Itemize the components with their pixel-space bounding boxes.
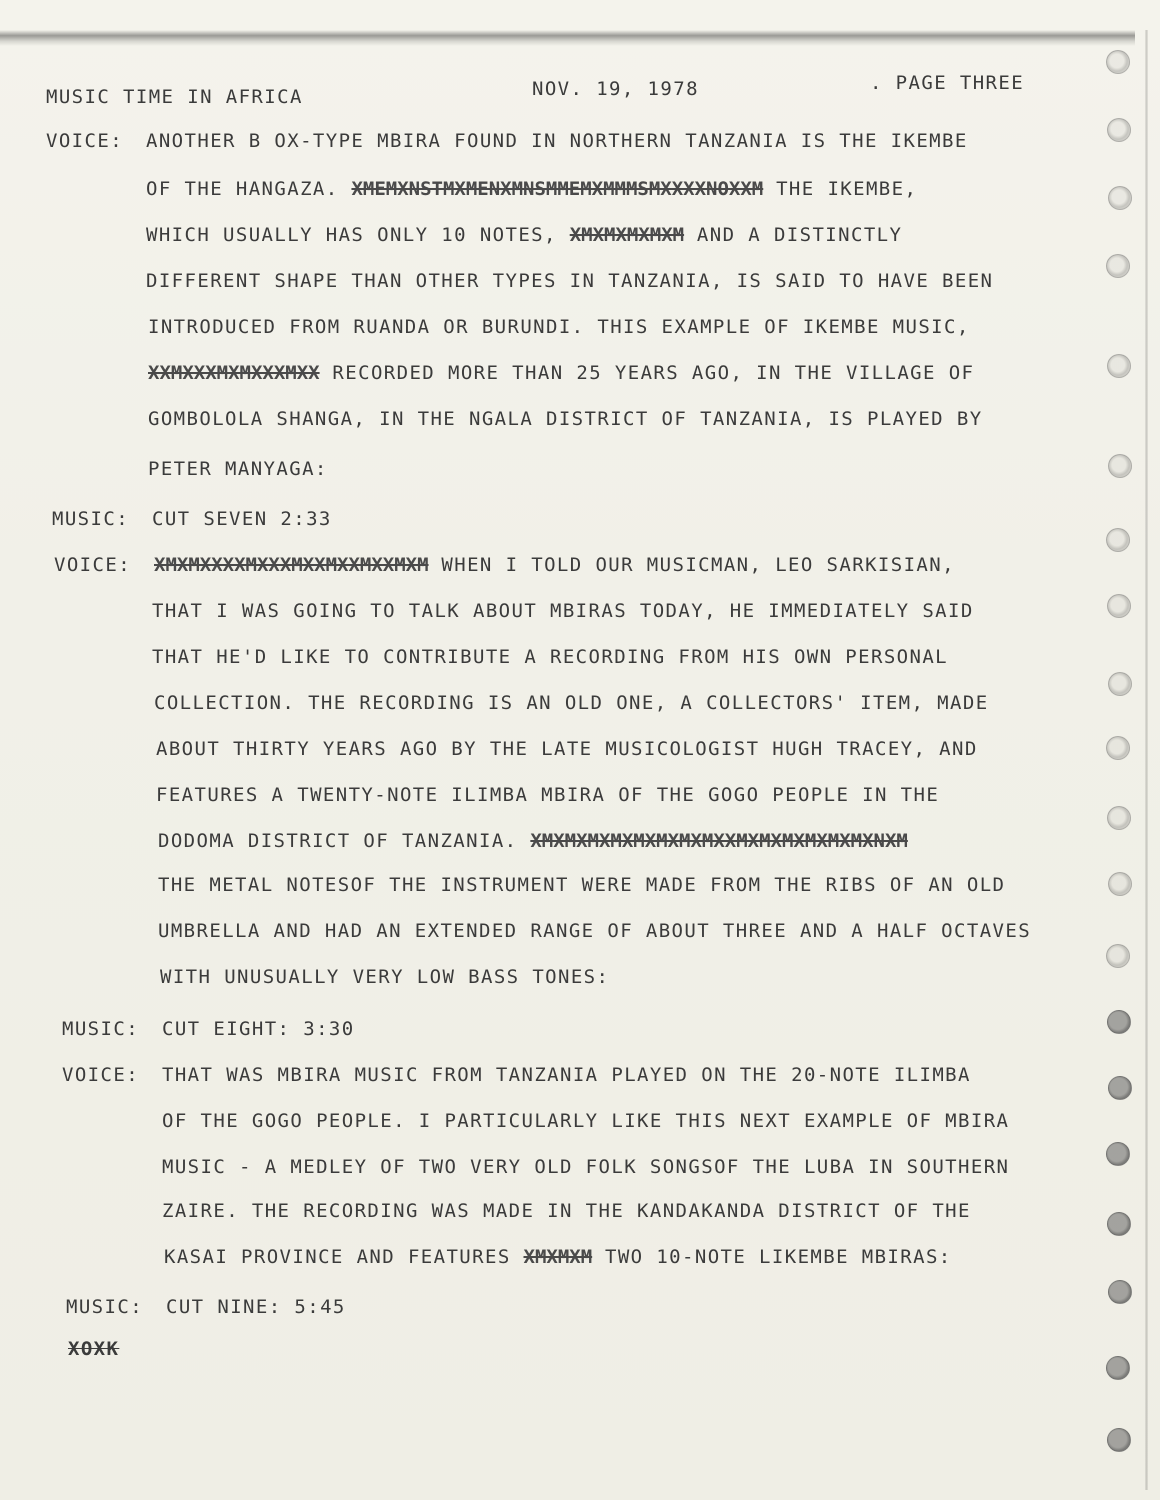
- line-text: PETER MANYAGA:: [148, 458, 328, 480]
- page-number: . PAGE THREE: [870, 72, 1025, 94]
- script-line: [146, 180, 917, 199]
- line-text: CUT EIGHT: 3:30: [162, 1018, 355, 1040]
- script-line: [62, 1066, 971, 1085]
- script-line: [154, 694, 989, 713]
- script-line: [162, 1202, 971, 1221]
- punch-hole: [1106, 944, 1130, 968]
- speaker-label: MUSIC:: [62, 1018, 140, 1040]
- line-text: THAT WAS MBIRA MUSIC FROM TANZANIA PLAYED ON THE 20-NOTE ILIMBA: [162, 1064, 971, 1086]
- line-text: THAT HE'D LIKE TO CONTRIBUTE A RECORDING FROM HIS OWN PERSONAL: [152, 646, 949, 668]
- script-line: [46, 132, 968, 151]
- punch-hole: [1106, 736, 1130, 760]
- script-line: [158, 832, 908, 851]
- script-line: [160, 968, 609, 987]
- struck-text: XMXMXM: [523, 1246, 593, 1268]
- punch-hole: [1107, 1010, 1131, 1034]
- punch-hole: [1107, 1428, 1131, 1452]
- line-text: DODOMA DISTRICT OF TANZANIA.: [158, 830, 531, 852]
- script-line: [146, 272, 993, 291]
- line-text: THE METAL NOTESOF THE INSTRUMENT WERE MADE FROM THE RIBS OF AN OLD: [158, 874, 1006, 896]
- line-text: TWO 10-NOTE LIKEMBE MBIRAS:: [592, 1246, 952, 1268]
- line-text: THE IKEMBE,: [763, 178, 918, 200]
- struck-text: XXMXXXMXMXXXMXX: [148, 362, 320, 384]
- line-text: WHEN I TOLD OUR MUSICMAN, LEO SARKISIAN,: [428, 554, 955, 576]
- script-line: [158, 876, 1005, 895]
- speaker-label: VOICE:: [46, 130, 124, 152]
- script-line: [158, 922, 1031, 941]
- punch-hole: [1108, 872, 1132, 896]
- script-line: [148, 410, 983, 429]
- line-text: DIFFERENT SHAPE THAN OTHER TYPES IN TANZANIA, IS SAID TO HAVE BEEN: [146, 270, 994, 292]
- line-text: AND A DISTINCTLY: [684, 224, 903, 246]
- struck-text: XMEMXNSTMXMENXMNSMMEMXMMMSMXXXXNOXXM: [351, 178, 764, 200]
- line-text: ZAIRE. THE RECORDING WAS MADE IN THE KANDAKANDA DISTRICT OF THE: [162, 1200, 971, 1222]
- line-text: OF THE GOGO PEOPLE. I PARTICULARLY LIKE THIS NEXT EXAMPLE OF MBIRA: [162, 1110, 1010, 1132]
- line-text: MUSIC - A MEDLEY OF TWO VERY OLD FOLK SONGSOF THE LUBA IN SOUTHERN: [162, 1156, 1010, 1178]
- punch-hole: [1106, 528, 1130, 552]
- script-line: [152, 648, 948, 667]
- script-line: [54, 556, 955, 575]
- punch-hole: [1106, 50, 1130, 74]
- punch-hole: [1107, 594, 1131, 618]
- punch-hole: [1106, 1142, 1130, 1166]
- speaker-label: VOICE:: [54, 554, 132, 576]
- line-text: THAT I WAS GOING TO TALK ABOUT MBIRAS TODAY, HE IMMEDIATELY SAID: [152, 600, 974, 622]
- punch-hole: [1107, 354, 1131, 378]
- speaker-label: VOICE:: [62, 1064, 140, 1086]
- speaker-label: MUSIC:: [66, 1296, 144, 1318]
- script-line: [164, 1248, 952, 1267]
- line-text: GOMBOLOLA SHANGA, IN THE NGALA DISTRICT OF TANZANIA, IS PLAYED BY: [148, 408, 983, 430]
- line-text: KASAI PROVINCE AND FEATURES: [164, 1246, 524, 1268]
- line-text: ABOUT THIRTY YEARS AGO BY THE LATE MUSICOLOGIST HUGH TRACEY, AND: [156, 738, 978, 760]
- line-text: FEATURES A TWENTY-NOTE ILIMBA MBIRA OF THE GOGO PEOPLE IN THE: [156, 784, 940, 806]
- page-top-edge: [0, 30, 1135, 46]
- struck-text: XMXMXMXMXMXMXMXMXXMXMXMXMXMXMXNXM: [530, 830, 908, 852]
- script-line: [156, 786, 939, 805]
- line-text: WHICH USUALLY HAS ONLY 10 NOTES,: [146, 224, 570, 246]
- punch-hole: [1108, 454, 1132, 478]
- punch-hole: [1107, 1212, 1131, 1236]
- speaker-label: MUSIC:: [52, 508, 130, 530]
- script-line: [148, 318, 970, 337]
- line-text: WITH UNUSUALLY VERY LOW BASS TONES:: [160, 966, 610, 988]
- end-mark: XOXK: [68, 1338, 120, 1360]
- script-line: [162, 1158, 1009, 1177]
- line-text: CUT SEVEN 2:33: [152, 508, 332, 530]
- script-line: [162, 1112, 1009, 1131]
- script-line: [62, 1020, 355, 1039]
- script-line: [66, 1298, 346, 1317]
- line-text: CUT NINE: 5:45: [166, 1296, 346, 1318]
- script-line: [152, 602, 974, 621]
- line-text: COLLECTION. THE RECORDING IS AN OLD ONE, A COLLECTORS' ITEM, MADE: [154, 692, 989, 714]
- struck-text: XMXMXXXXMXXXMXXMXXMXXMXM: [154, 554, 429, 576]
- punch-hole: [1108, 672, 1132, 696]
- line-text: UMBRELLA AND HAD AN EXTENDED RANGE OF ABOUT THREE AND A HALF OCTAVES: [158, 920, 1032, 942]
- line-text: ANOTHER B OX-TYPE MBIRA FOUND IN NORTHERN TANZANIA IS THE IKEMBE: [146, 130, 968, 152]
- line-text: INTRODUCED FROM RUANDA OR BURUNDI. THIS EXAMPLE OF IKEMBE MUSIC,: [148, 316, 970, 338]
- broadcast-date: NOV. 19, 1978: [532, 78, 699, 100]
- punch-hole: [1106, 1356, 1130, 1380]
- program-title: MUSIC TIME IN AFRICA: [46, 86, 303, 108]
- punch-hole: [1106, 254, 1130, 278]
- script-line: [148, 460, 328, 479]
- struck-text: XMXMXMXMXM: [569, 224, 685, 246]
- punch-hole: [1108, 1280, 1132, 1304]
- punch-holes: [1080, 0, 1160, 1500]
- line-text: OF THE HANGAZA.: [146, 178, 352, 200]
- punch-hole: [1108, 186, 1132, 210]
- punch-hole: [1108, 1076, 1132, 1100]
- script-line: [52, 510, 332, 529]
- script-line: [148, 364, 974, 383]
- script-line: [156, 740, 978, 759]
- punch-hole: [1107, 118, 1131, 142]
- line-text: RECORDED MORE THAN 25 YEARS AGO, IN THE VILLAGE OF: [319, 362, 975, 384]
- punch-hole: [1107, 806, 1131, 830]
- script-line: [146, 226, 902, 245]
